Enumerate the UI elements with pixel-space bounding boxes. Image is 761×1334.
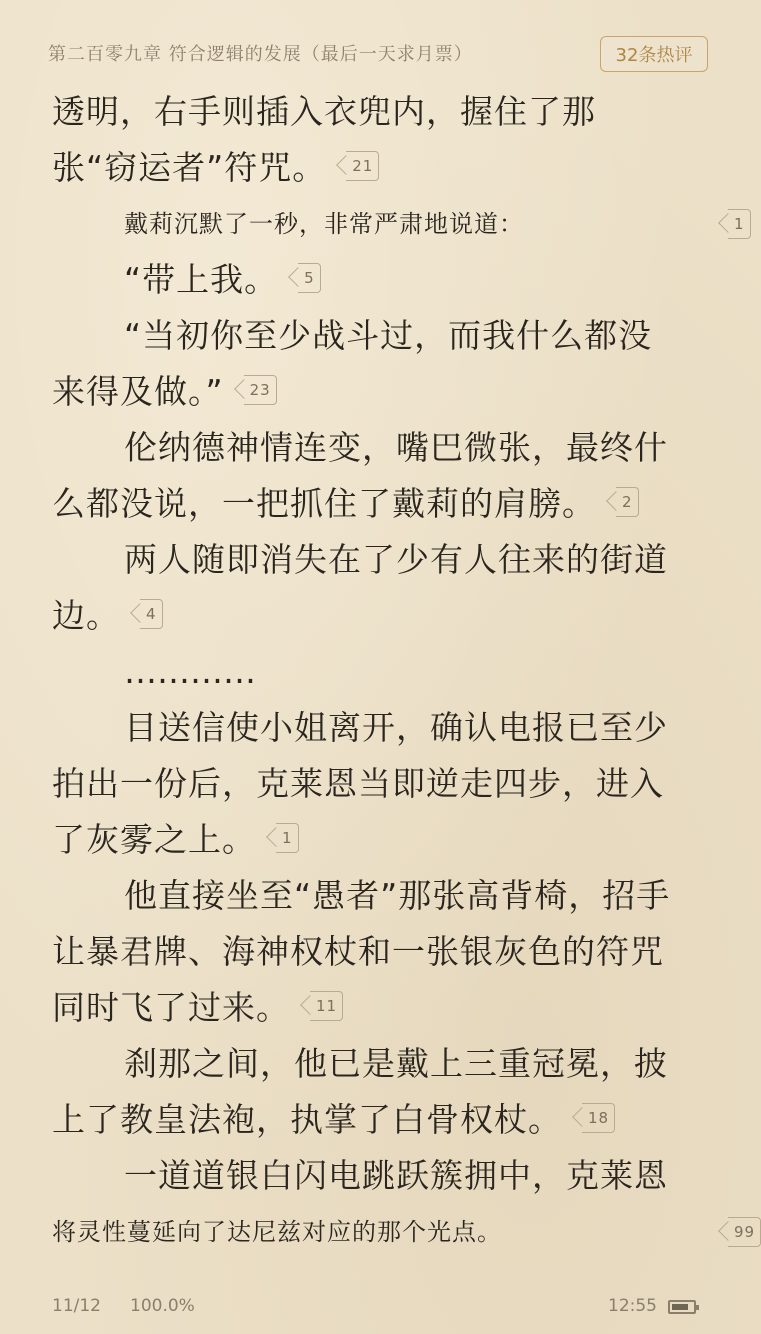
battery-icon xyxy=(668,1300,696,1314)
text-line xyxy=(52,84,712,140)
text-line xyxy=(52,1148,712,1204)
text-line xyxy=(52,420,712,476)
text-line xyxy=(52,588,712,644)
line-text: 来得及做。” xyxy=(52,372,224,411)
hot-comments-button[interactable]: 32条热评 xyxy=(600,36,708,72)
comment-count: 1 xyxy=(734,215,745,233)
line-text: 戴莉沉默了一秒，非常严肃地说道： xyxy=(124,210,524,238)
text-line xyxy=(52,308,712,364)
reader-footer xyxy=(0,1290,750,1322)
comment-count: 11 xyxy=(316,996,338,1015)
text-line xyxy=(52,868,712,924)
page-indicator: 11/12 xyxy=(52,1296,101,1316)
text-line xyxy=(52,980,712,1036)
text-line xyxy=(52,532,712,588)
line-text: 上了教皇法袍，执掌了白骨权杖。 xyxy=(52,1100,562,1139)
line-text: 他直接坐至“愚者”那张高背椅，招手 xyxy=(124,876,671,915)
line-text: 一道道银白闪电跳跃簇拥中，克莱恩 xyxy=(124,1156,668,1195)
line-text: 目送信使小姐离开，确认电报已至少 xyxy=(124,708,668,747)
paragraph-comment-badge[interactable] xyxy=(264,823,299,853)
paragraph-comment-badge[interactable] xyxy=(334,151,379,181)
line-text: “当初你至少战斗过，而我什么都没 xyxy=(124,316,653,355)
comment-count: 4 xyxy=(146,604,157,623)
text-line xyxy=(52,196,745,252)
comment-count: 1 xyxy=(282,828,293,847)
line-text: 让暴君牌、海神权杖和一张银灰色的符咒 xyxy=(52,932,664,971)
comment-count: 23 xyxy=(249,380,271,399)
line-text: 了灰雾之上。 xyxy=(52,820,256,859)
chapter-title: 第二百零九章 符合逻辑的发展（最后一天求月票） xyxy=(48,44,473,65)
text-line xyxy=(52,924,712,980)
line-text: 边。 xyxy=(52,596,120,635)
line-text: 将灵性蔓延向了达尼兹对应的那个光点。 xyxy=(52,1218,502,1246)
paragraph-comment-badge[interactable] xyxy=(128,599,163,629)
reader-header xyxy=(0,0,750,80)
text-line xyxy=(52,1036,712,1092)
paragraph-comment-badge[interactable] xyxy=(716,209,751,239)
line-text: 两人随即消失在了少有人往来的街道 xyxy=(124,540,668,579)
line-text: “带上我。 xyxy=(124,260,279,299)
comment-count: 2 xyxy=(622,492,633,511)
line-text: ………… xyxy=(124,652,256,691)
paragraph-comment-badge[interactable] xyxy=(604,487,639,517)
line-text: 张“窃运者”符咒。 xyxy=(52,148,327,187)
comment-count: 21 xyxy=(352,156,374,175)
line-text: 刹那之间，他已是戴上三重冠冕，披 xyxy=(124,1044,668,1083)
line-text: 么都没说，一把抓住了戴莉的肩膀。 xyxy=(52,484,596,523)
clock: 12:55 xyxy=(608,1296,657,1316)
text-line xyxy=(52,1204,756,1260)
paragraph-comment-badge[interactable] xyxy=(232,375,277,405)
comment-count: 18 xyxy=(588,1108,610,1127)
comment-count: 99 xyxy=(734,1223,756,1241)
reading-content[interactable] xyxy=(52,84,756,1260)
paragraph-comment-badge[interactable] xyxy=(298,991,343,1021)
battery-level xyxy=(672,1304,688,1310)
text-line xyxy=(52,756,712,812)
text-line xyxy=(52,252,712,308)
text-line xyxy=(52,812,712,868)
line-text: 伦纳德神情连变，嘴巴微张，最终什 xyxy=(124,428,668,467)
text-line xyxy=(52,700,712,756)
scene-break xyxy=(52,644,712,700)
text-line xyxy=(52,1092,712,1148)
text-line xyxy=(52,140,712,196)
paragraph-comment-badge[interactable] xyxy=(716,1217,761,1247)
line-text: 拍出一份后，克莱恩当即逆走四步，进入 xyxy=(52,764,664,803)
line-text: 同时飞了过来。 xyxy=(52,988,290,1027)
text-line xyxy=(52,364,712,420)
paragraph-comment-badge[interactable] xyxy=(286,263,321,293)
paragraph-comment-badge[interactable] xyxy=(570,1103,615,1133)
reading-progress: 100.0% xyxy=(130,1296,195,1316)
line-text: 透明，右手则插入衣兜内，握住了那 xyxy=(52,92,596,131)
text-line xyxy=(52,476,712,532)
comment-count: 5 xyxy=(304,268,315,287)
